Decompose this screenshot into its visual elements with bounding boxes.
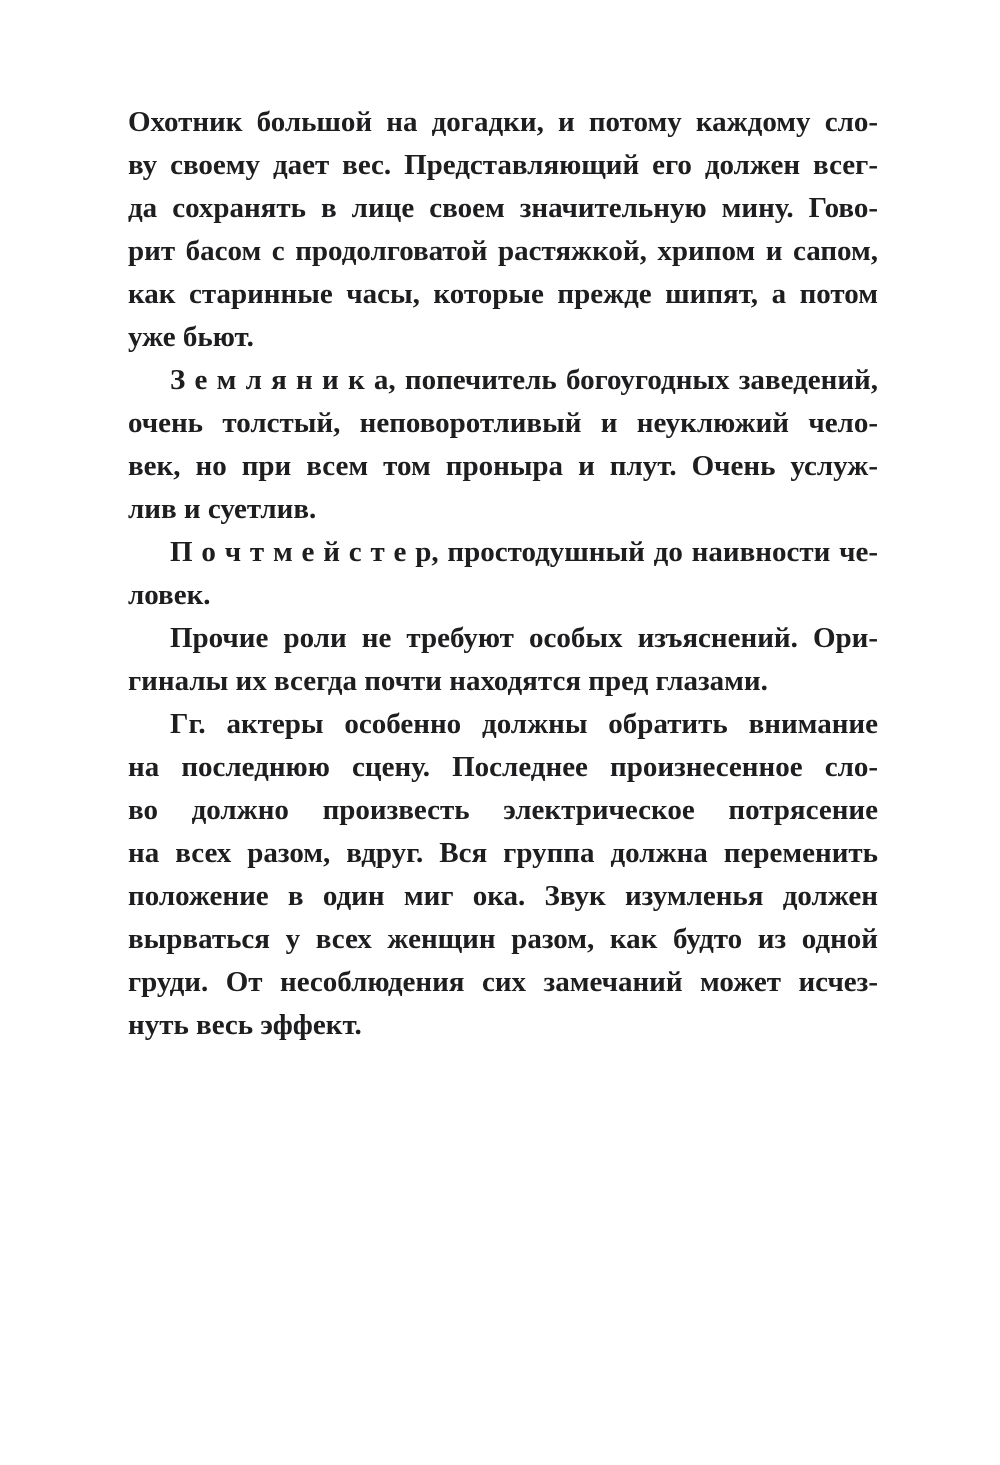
text-line: Охотник большой на догадки, и потому каждому сло- [128, 106, 878, 138]
paragraph [128, 617, 878, 703]
text-line: Гг. актеры особенно должны обратить внимание [170, 708, 878, 740]
text-line: уже бьют. [128, 321, 254, 353]
text-line: век, но при всем том проныра и плут. Очень услуж- [128, 450, 878, 482]
text-line: во должно произвесть электрическое потрясение [128, 794, 878, 826]
page-text-block [128, 101, 878, 1047]
text-line: как старинные часы, которые прежде шипят, а потом [128, 278, 878, 310]
text-line: Прочие роли не требуют особых изъяснений. Ори- [170, 622, 878, 654]
text-line: на последнюю сцену. Последнее произнесенное сло- [128, 751, 878, 783]
text-line: нуть весь эффект. [128, 1009, 362, 1041]
text-line: З е м л я н и к а, попечитель богоугодных заведений, [170, 364, 878, 396]
paragraph [128, 531, 878, 617]
text-line: да сохранять в лице своем значительную мину. Гово- [128, 192, 878, 224]
paragraph [128, 101, 878, 359]
text-line: очень толстый, неповоротливый и неуклюжий чело- [128, 407, 878, 439]
text-line: вырваться у всех женщин разом, как будто из одной [128, 923, 878, 955]
paragraph [128, 703, 878, 1047]
text-line: лив и суетлив. [128, 493, 317, 525]
text-line: рит басом с продолговатой растяжкой, хрипом и сапом, [128, 235, 878, 267]
paragraph [128, 359, 878, 531]
text-line: П о ч т м е й с т е р, простодушный до наивности че- [170, 536, 878, 568]
text-line: ловек. [128, 579, 211, 611]
text-line: груди. От несоблюдения сих замечаний может исчез- [128, 966, 878, 998]
text-line: положение в один миг ока. Звук изумленья должен [128, 880, 878, 912]
text-line: гиналы их всегда почти находятся пред глазами. [128, 665, 768, 697]
text-line: на всех разом, вдруг. Вся группа должна переменить [128, 837, 878, 869]
text-line: ву своему дает вес. Представляющий его должен всег- [128, 149, 878, 181]
